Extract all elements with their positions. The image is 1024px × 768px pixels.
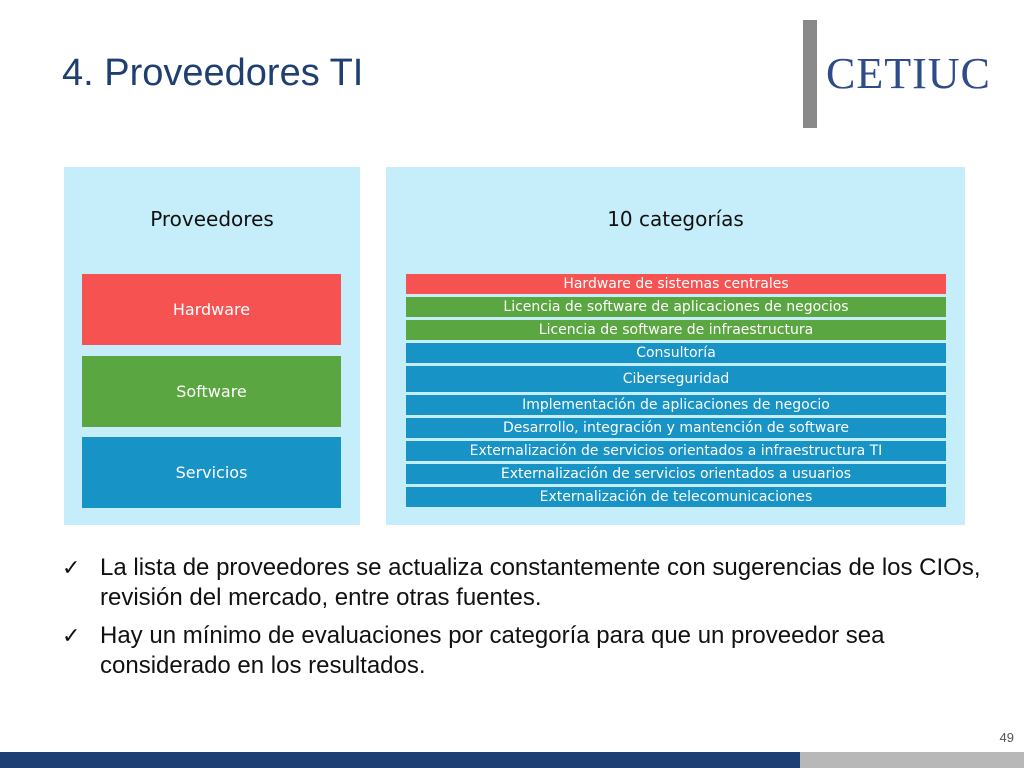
bullet-text: Hay un mínimo de evaluaciones por categoría para que un proveedor sea considerado en los resultados.: [100, 622, 885, 679]
category-bar: Externalización de servicios orientados a infraestructura TI: [406, 441, 946, 461]
category-bar: Consultoría: [406, 343, 946, 363]
provider-hardware: Hardware: [82, 274, 341, 345]
page-number: 49: [999, 730, 1014, 745]
logo-bar: [803, 20, 817, 128]
slide-title: 4. Proveedores TI: [62, 52, 364, 94]
provider-software: Software: [82, 356, 341, 427]
providers-heading: Proveedores: [150, 207, 274, 231]
checkmark-icon: ✓: [62, 623, 81, 648]
category-bar: Licencia de software de infraestructura: [406, 320, 946, 340]
category-bar: Externalización de servicios orientados a usuarios: [406, 464, 946, 484]
bullet-text: La lista de proveedores se actualiza constantemente con sugerencias de los CIOs, revisión del mercado, entre otras fuentes.: [100, 554, 981, 611]
categories-heading: 10 categorías: [607, 207, 744, 231]
category-bar: Implementación de aplicaciones de negocio: [406, 395, 946, 415]
footer-bar-blue: [0, 752, 800, 768]
category-bar: Desarrollo, integración y mantención de software: [406, 418, 946, 438]
footer-bar-gray: [800, 752, 1024, 768]
category-bar: Externalización de telecomunicaciones: [406, 487, 946, 507]
checkmark-icon: ✓: [62, 555, 81, 580]
categories-panel: [386, 167, 965, 525]
category-bar: Ciberseguridad: [406, 366, 946, 392]
provider-servicios: Servicios: [82, 437, 341, 508]
bullet-item: [62, 621, 982, 681]
category-bar: Hardware de sistemas centrales: [406, 274, 946, 294]
logo-text: CETIUC: [826, 49, 991, 98]
providers-panel: [64, 167, 360, 525]
bullet-list: [62, 553, 982, 689]
category-bar: Licencia de software de aplicaciones de negocios: [406, 297, 946, 317]
bullet-item: [62, 553, 982, 613]
